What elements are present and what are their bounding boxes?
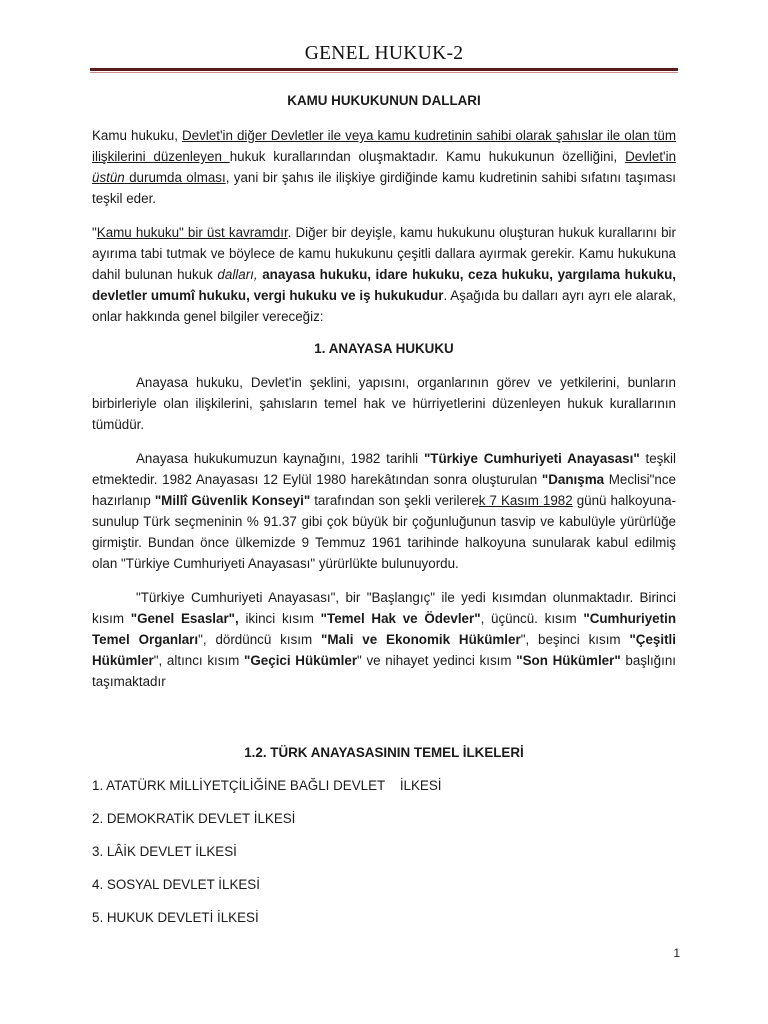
document-body xyxy=(92,90,676,928)
underlined-text: Kamu hukuku" bir üst kavramdır xyxy=(96,225,288,240)
paragraph-anayasa-source xyxy=(92,448,676,574)
paragraph-kamu-hukuku-definition xyxy=(92,125,676,209)
text-run: Kamu hukuku, xyxy=(92,128,182,143)
bold-text: "Mali ve Ekonomik Hükümler xyxy=(321,632,521,647)
section-title-anayasa-hukuku: 1. ANAYASA HUKUKU xyxy=(314,341,454,356)
italic-text: dalları, xyxy=(217,267,258,282)
text-run: günü halkoyuna-sunulup Türk seçmeninin % 91.37 gibi çok büyük bir çoğunluğunun tasvip ve kabulüyle yürürlüğe girmiştir. Bundan önce ülkemizde 9 Temmuz 1961 tarihinde halkoyuna sunularak kabul edilmiş olan "Türkiye Cumhuriyeti Anayasası" yürürlükte bulunuyordu. xyxy=(92,493,676,571)
text-run: Anayasa hukukumuzun kaynağını, 1982 tarihli xyxy=(136,451,424,466)
bold-text: "Cumhuriyetin Temel Organları xyxy=(92,611,676,647)
text-run: tarafından son şekli verilere xyxy=(310,493,479,508)
bold-text: "Geçici Hükümler xyxy=(244,653,358,668)
text-run: , yani bir şahıs ile ilişkiye girdiğinde kamu kudretinin sahibi sıfatını taşıması teşkil eder. xyxy=(92,170,676,206)
bold-text: "Son Hükümler" xyxy=(516,653,621,668)
page-header-title: GENEL HUKUK-2 xyxy=(304,43,464,64)
list-item-principle: 3. LÂİK DEVLET İLKESİ xyxy=(92,844,237,859)
page-number: 1 xyxy=(673,946,680,960)
bold-text: "Danışma xyxy=(541,472,605,487)
text-run: ", altıncı kısım xyxy=(153,653,245,668)
text-run: durumda olması xyxy=(124,170,226,185)
text-run: Meclisi"nce hazırlanıp xyxy=(92,472,676,508)
list-item-principle: 5. HUKUK DEVLETİ İLKESİ xyxy=(92,910,259,925)
underlined-text: Devlet'in diğer Devletler ile veya kamu kudretinin sahibi olarak şahıslar ile olan tüm ilişkilerini düzenleyen xyxy=(92,128,676,164)
text-run: teşkil etmektedir. 1982 Anayasası 12 Eylül 1980 harekâtından sonra oluşturulan xyxy=(92,451,676,487)
text-run: " ve nihayet yedinci kısım xyxy=(357,653,517,668)
text-run: . Diğer bir deyişle, kamu hukukunu oluşturan hukuk kurallarını bir ayırıma tabi tutmak ve böylece de kamu hukukunu çeşitli dallara ayırmak gerekir. Kamu hukukuna dahil bulunan hukuk xyxy=(92,225,676,282)
underlined-text: k 7 Kasım 1982 xyxy=(478,493,573,508)
text-run: ", beşinci kısım xyxy=(520,632,630,647)
bold-text: "Türkiye Cumhuriyeti Anayasası" xyxy=(423,451,640,466)
bold-text: "Millî Güvenlik Konseyi" xyxy=(154,493,311,508)
text-run: hukuk kurallarından oluşmaktadır. Kamu hukukunun özelliğini, xyxy=(229,149,626,164)
paragraph-anayasa-definition: Anayasa hukuku, Devlet'in şeklini, yapısını, organlarının görev ve yetkilerini, bunların birbirleriyle olan ilişkilerini, şahısların temel hak ve hürriyetlerini düzenleyen hukuk kurallarının tümüdür. xyxy=(92,375,676,432)
bold-text: "Temel Hak ve Ödevler" xyxy=(320,611,481,626)
italic-text: üstün xyxy=(92,170,125,185)
list-item-principle: 4. SOSYAL DEVLET İLKESİ xyxy=(92,877,260,892)
text-run: Devlet'in xyxy=(625,149,677,164)
section-title-kamu-hukuku: KAMU HUKUKUNUN DALLARI xyxy=(287,93,481,108)
paragraph-kamu-hukuku-branches xyxy=(92,222,676,327)
section-title-temel-ilkeler: 1.2. TÜRK ANAYASASININ TEMEL İLKELERİ xyxy=(244,745,524,760)
header-rule-dark xyxy=(90,68,678,71)
text-run: ikinci kısım xyxy=(238,611,321,626)
text-run: . Aşağıda bu dalları ayrı ayrı ele alarak, onlar hakkında genel bilgiler vereceğiz: xyxy=(92,288,676,324)
bold-text: "Genel Esaslar", xyxy=(130,611,239,626)
text-run: başlığını taşımaktadır xyxy=(92,653,676,689)
text-run: "Türkiye Cumhuriyeti Anayasası", bir "Başlangıç" ile yedi kısımdan olunmaktadır. Birinci kısım xyxy=(92,590,676,626)
header-rule-light xyxy=(90,72,678,73)
text-run: , üçüncü. kısım xyxy=(480,611,584,626)
text-run: " xyxy=(92,225,97,240)
paragraph-anayasa-parts xyxy=(92,587,676,692)
bold-text: "Çeşitli Hükümler xyxy=(92,632,676,668)
list-item-principle: 1. ATATÜRK MİLLİYETÇİLİĞİNE BAĞLI DEVLET İLKESİ xyxy=(92,778,442,793)
bold-text: anayasa hukuku, idare hukuku, ceza hukuku, yargılama hukuku, devletler umumî hukuku, vergi hukuku ve iş hukukudur xyxy=(92,267,677,303)
list-item-principle: 2. DEMOKRATİK DEVLET İLKESİ xyxy=(92,811,296,826)
text-run: ", dördüncü kısım xyxy=(198,632,322,647)
